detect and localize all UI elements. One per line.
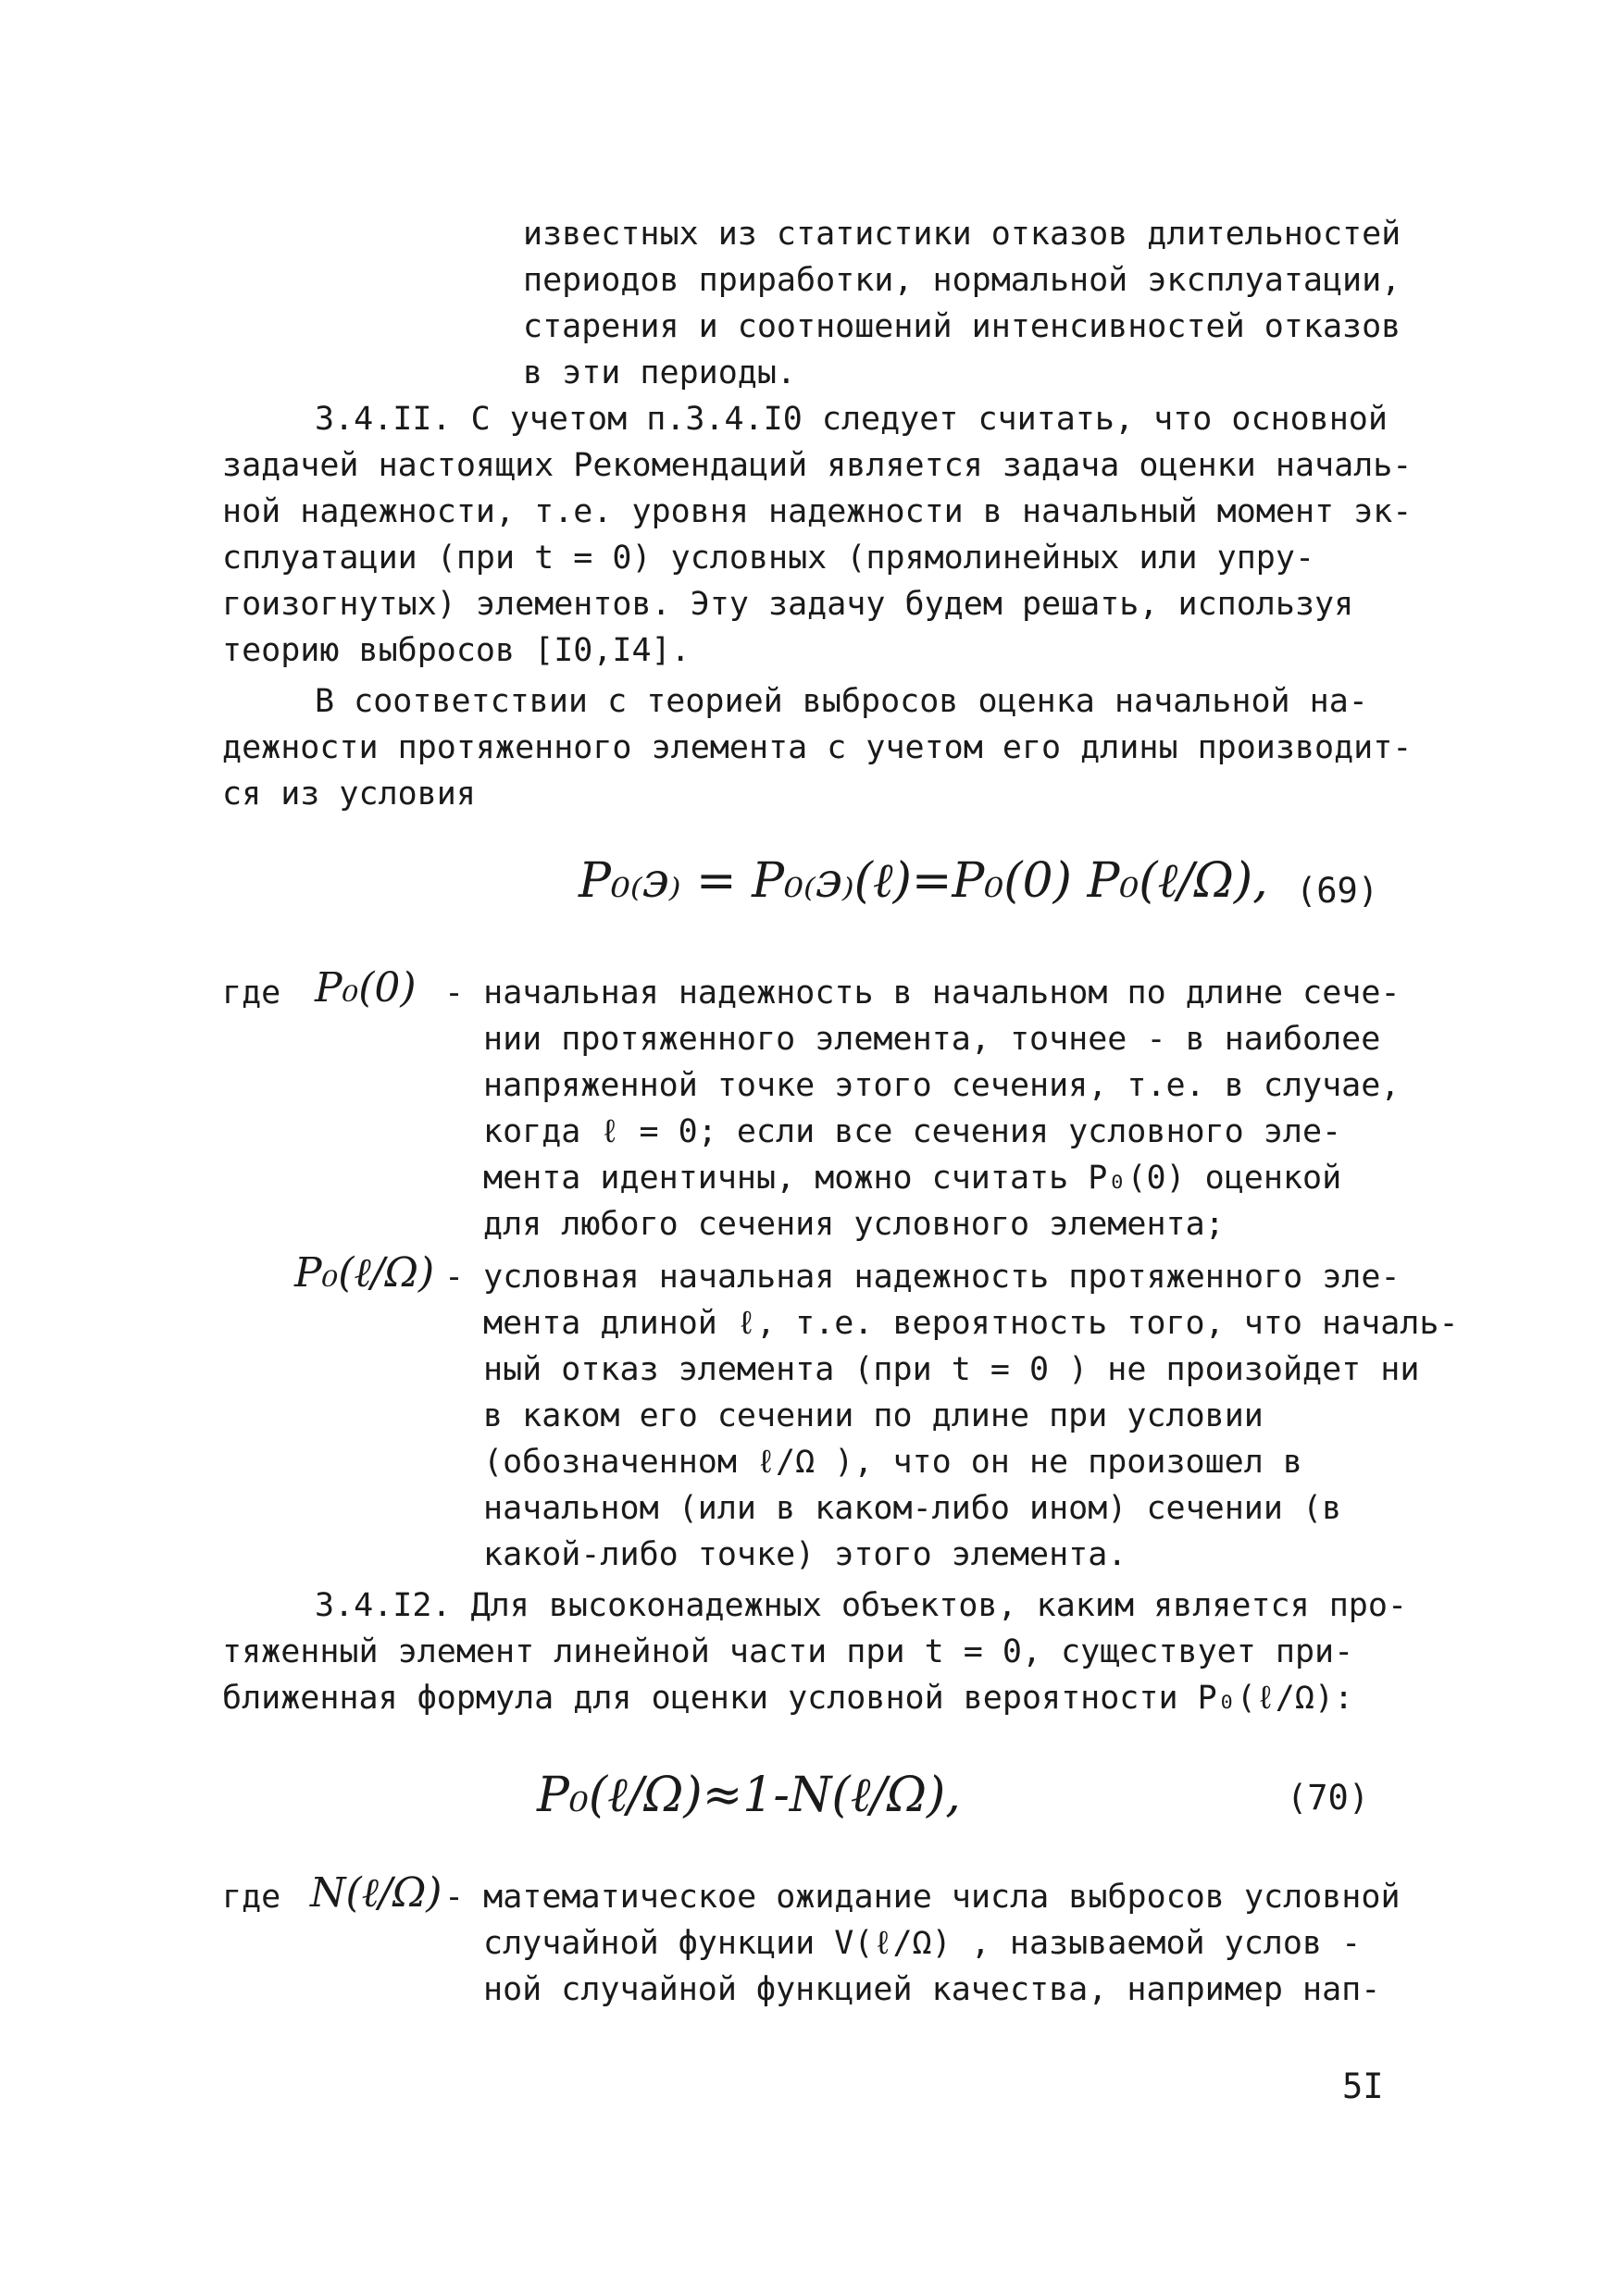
text-line: гоизогнутых) элементов. Эту задачу будем решать, используя [222, 586, 1354, 623]
definition-line: напряженной точке этого сечения, т.е. в случае, [483, 1067, 1401, 1104]
where-label: где [222, 1879, 281, 1916]
text-line: 3.4.I2. Для высоконадежных объектов, каким является про- [315, 1587, 1408, 1624]
symbol-p0-l-omega: P₀(ℓ/Ω) [294, 1249, 435, 1297]
where-label: где [222, 974, 281, 1011]
equation-70: P₀(ℓ/Ω)≈1-N(ℓ/Ω), [537, 1768, 961, 1823]
definition-line: ной случайной функцией качества, например нап- [483, 1971, 1381, 2008]
symbol-n-l-omega: N(ℓ/Ω) [310, 1869, 442, 1917]
text-line: теорию выбросов [I0,I4]. [222, 632, 691, 669]
equation-number: (70) [1287, 1778, 1370, 1818]
text-line: тяженный элемент линейной части при t = 0, существует при- [222, 1633, 1354, 1670]
definition-line: мента идентичны, можно считать P₀(0) оценкой [483, 1160, 1342, 1197]
symbol-p0-0: P₀(0) [315, 964, 417, 1011]
text-line: 3.4.II. С учетом п.3.4.I0 следует считать, что основной [315, 401, 1388, 438]
text-line: ся из условия [222, 776, 476, 813]
definition-line: - математическое ожидание числа выбросов условной [444, 1879, 1401, 1916]
text-line: сплуатации (при t = 0) условных (прямолинейных или упру- [222, 540, 1315, 577]
equation-69: P₀₍э₎ = P₀₍э₎(ℓ)=P₀(0) P₀(ℓ/Ω), [579, 853, 1268, 909]
definition-line: случайной функции V(ℓ/Ω) , называемой услов - [483, 1925, 1362, 1962]
text-line: старения и соотношений интенсивностей отказов [523, 308, 1401, 345]
definition-line: какой-либо точке) этого элемента. [483, 1536, 1127, 1573]
definition-line: мента длиной ℓ, т.е. вероятность того, что началь- [483, 1305, 1459, 1342]
text-line: ной надежности, т.е. уровня надежности в начальный момент эк- [222, 493, 1413, 530]
text-line: известных из статистики отказов длительностей [523, 216, 1401, 253]
definition-line: для любого сечения условного элемента; [483, 1206, 1225, 1243]
text-line: В соответствии с теорией выбросов оценка начальной на- [315, 683, 1368, 720]
definition-line: когда ℓ = 0; если все сечения условного эле- [483, 1113, 1342, 1150]
text-line: в эти периоды. [523, 354, 797, 391]
definition-line: - условная начальная надежность протяженного эле- [444, 1259, 1401, 1296]
text-line: дежности протяженного элемента с учетом его длины производит- [222, 729, 1413, 766]
definition-line: нии протяженного элемента, точнее - в наиболее [483, 1021, 1381, 1058]
definition-line: начальном (или в каком-либо ином) сечении (в [483, 1490, 1342, 1527]
definition-line: ный отказ элемента (при t = 0 ) не произойдет ни [483, 1351, 1420, 1388]
definition-line: (обозначенном ℓ/Ω ), что он не произошел в [483, 1444, 1302, 1481]
definition-line: в каком его сечении по длине при условии [483, 1397, 1264, 1434]
text-line: задачей настоящих Рекомендаций является задача оценки началь- [222, 447, 1413, 484]
equation-number: (69) [1296, 871, 1379, 911]
page-number: 5I [1342, 2066, 1384, 2106]
text-line: ближенная формула для оценки условной вероятности P₀(ℓ/Ω): [222, 1680, 1354, 1717]
text-line: периодов приработки, нормальной эксплуатации, [523, 262, 1401, 299]
definition-line: - начальная надежность в начальном по длине сече- [444, 974, 1401, 1011]
